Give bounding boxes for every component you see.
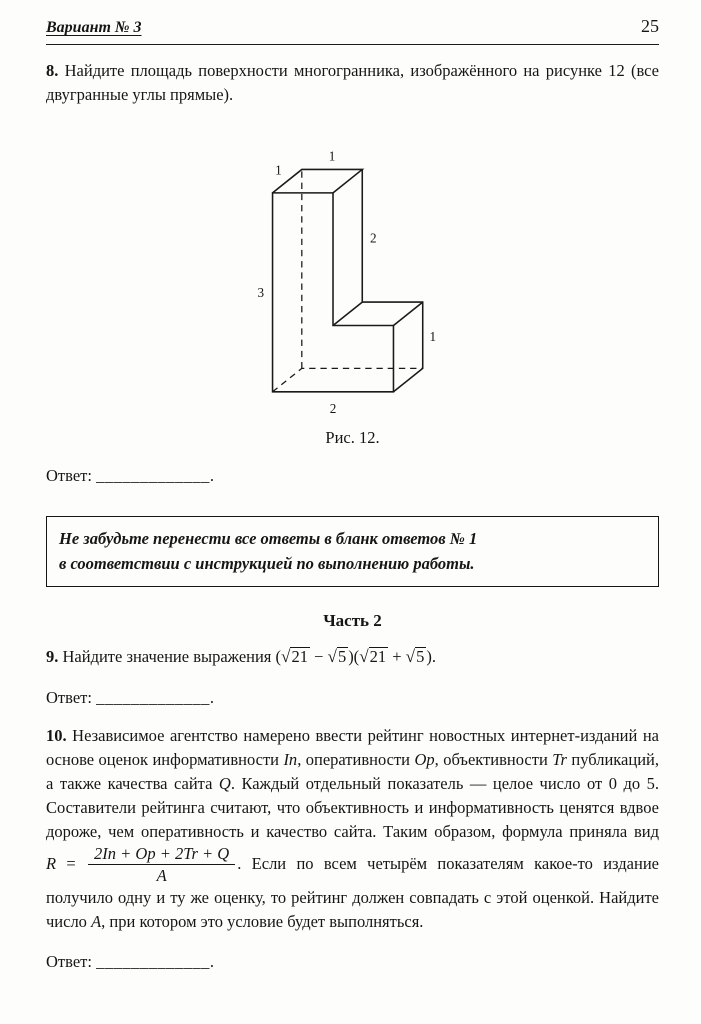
dim-right-lower: 1 <box>429 328 436 344</box>
radical-icon: √ <box>327 646 337 666</box>
sqrt-5 <box>328 647 349 666</box>
answer-line-10 <box>46 952 659 972</box>
dim-left-height: 3 <box>257 285 264 301</box>
fraction <box>88 844 235 886</box>
figure-12 <box>46 109 659 448</box>
var-in: In <box>283 750 298 770</box>
var-q: Q <box>218 774 231 794</box>
notice-line-1: Не забудьте перенести все ответы в бланк ответов № 1 <box>59 528 478 548</box>
dim-right-upper: 2 <box>369 230 377 246</box>
dim-top-depth: 1 <box>274 162 282 178</box>
problem-10-seg1: Независимое агентство намерено ввести рейтинг новостных интернет-изданий на основе оценок информативности <box>46 726 659 770</box>
sqrt-5 <box>406 647 427 666</box>
problem-10-seg3: , объективности <box>434 750 553 770</box>
answer-period: . <box>209 951 214 971</box>
equals-sign: = <box>56 853 87 873</box>
problem-8 <box>46 59 659 107</box>
problem-9 <box>46 645 659 670</box>
page-number: 25 <box>641 16 659 36</box>
answer-label: Ответ: <box>46 687 92 707</box>
problem-10-seg2: , оперативности <box>297 750 415 770</box>
solid-edges <box>272 169 422 391</box>
dim-top-width: 1 <box>328 148 335 164</box>
answer-period: . <box>209 465 214 485</box>
hidden-edges <box>272 169 422 391</box>
sqrt-21 <box>359 647 388 666</box>
problem-8-number: 8. <box>46 61 59 80</box>
minus-operator: − <box>309 646 328 666</box>
dim-bottom-width: 2 <box>329 401 336 417</box>
answer-line-8 <box>46 466 659 486</box>
problem-10-seg5: . Каждый отдельный показатель — целое число от 0 до 5. Составители рейтинга считают, что объективность и информативность ценятся вдвое дороже, чем оперативность и качество сайта. Таким образом, формула приняла вид <box>46 774 659 842</box>
answer-blank: _____________ <box>96 951 210 971</box>
rating-formula <box>46 843 237 886</box>
part-2-heading: Часть 2 <box>323 610 382 630</box>
fraction-numerator: 2In + Op + 2Tr + Q <box>88 844 235 865</box>
answer-line-9 <box>46 688 659 708</box>
page-header <box>46 16 659 45</box>
radicand: 5 <box>416 646 425 666</box>
radicand: 21 <box>369 646 387 666</box>
problem-10-number: 10. <box>46 726 67 746</box>
problem-10-seg4: публикаций, а также качества сайта <box>46 750 659 794</box>
problem-9-number: 9. <box>46 646 59 666</box>
dimension-labels <box>257 149 436 417</box>
problem-10-seg6: . Если по всем четырём показателям какое-то издание получило одну и ту же оценку, то рейтинг должен совпадать с этой оценкой. Найдите число <box>46 853 659 931</box>
answer-label: Ответ: <box>46 951 92 971</box>
plus-operator: + <box>388 646 406 666</box>
open-paren: ( <box>275 646 282 666</box>
problem-10-seg7: , при котором это условие будет выполняться. <box>101 911 424 931</box>
expression <box>276 647 436 666</box>
variant-title: Вариант № 3 <box>46 19 142 36</box>
radicand: 5 <box>337 646 347 666</box>
answer-period: . <box>209 687 214 707</box>
radical-icon: √ <box>281 646 291 666</box>
var-a: A <box>91 911 102 931</box>
notice-box <box>46 516 659 587</box>
var-tr: Tr <box>552 750 567 770</box>
formula-lhs: R <box>46 853 57 873</box>
polyhedron-figure <box>253 109 453 423</box>
radicand: 21 <box>291 646 308 666</box>
var-op: Op <box>414 750 435 770</box>
radical-icon: √ <box>359 646 369 666</box>
problem-8-text: Найдите площадь поверхности многогранника, изображённого на рисунке 12 (все двугранные углы прямые). <box>46 61 659 104</box>
figure-caption: Рис. 12. <box>325 427 380 447</box>
answer-blank: _____________ <box>96 687 210 707</box>
close-open-paren: )( <box>348 646 360 666</box>
notice-line-2: в соответствии с инструкцией по выполнению работы. <box>59 554 475 574</box>
fraction-denominator: A <box>156 866 167 886</box>
close-paren-period: ). <box>426 646 436 666</box>
problem-10 <box>46 724 659 933</box>
answer-label: Ответ: <box>46 465 92 485</box>
sqrt-21 <box>281 647 310 666</box>
problem-9-text: Найдите значение выражения <box>62 646 272 666</box>
radical-icon: √ <box>405 646 416 666</box>
answer-blank: _____________ <box>96 465 210 485</box>
